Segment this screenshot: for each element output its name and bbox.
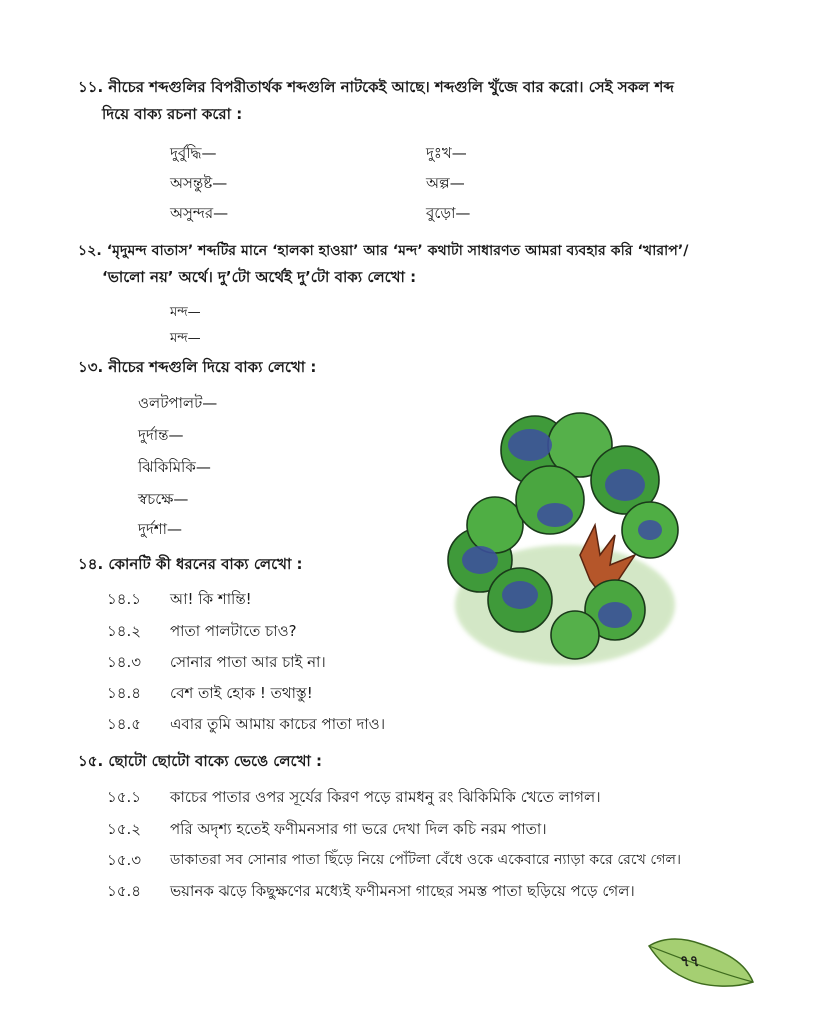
question-11-line-1: ১১. নীচের শব্দগুলির বিপরীতার্থক শব্দগুলি নাটকেই আছে। শব্দগুলি খুঁজে বার করো। সেই সকল শব্দ: [78, 78, 674, 96]
q14-text-5: এবার তুমি আমায় কাচের পাতা দাও।: [170, 715, 386, 733]
cactus-tree-illustration: [440, 405, 680, 675]
q11-word-1: দুর্বুদ্ধি—: [170, 144, 217, 162]
question-13-title: ১৩. নীচের শব্দগুলি দিয়ে বাক্য লেখো :: [78, 358, 317, 376]
question-15-title: ১৫. ছোটো ছোটো বাক্যে ভেঙে লেখো :: [78, 752, 322, 770]
q14-text-4: বেশ তাই হোক ! তথাস্তু!: [170, 684, 313, 702]
q13-word-1: ওলটপালট—: [138, 394, 218, 412]
q15-text-4: ভয়ানক ঝড়ে কিছুক্ষণের মধ্যেই ফণীমনসা গাছের সমস্ত পাতা ছড়িয়ে পড়ে গেল।: [170, 882, 635, 900]
question-14-title: ১৪. কোনটি কী ধরনের বাক্য লেখো :: [78, 555, 303, 573]
q14-num-4: ১৪.৪: [107, 684, 141, 702]
q14-num-5: ১৪.৫: [107, 715, 141, 733]
q15-text-2: পরি অদৃশ্য হতেই ফণীমনসার গা ভরে দেখা দিল কচি নরম পাতা।: [170, 820, 547, 838]
q15-num-3: ১৫.৩: [107, 851, 141, 869]
q14-text-1: আ! কি শান্তি!: [170, 590, 252, 608]
q15-text-3: ডাকাতরা সব সোনার পাতা ছিঁড়ে নিয়ে পোঁটলা বেঁধে ওকে একেবারে ন্যাড়া করে রেখে গেল।: [170, 852, 682, 868]
q12-word-1: মন্দ—: [170, 305, 201, 320]
q11-word-6: বুড়ো—: [426, 204, 471, 222]
q13-word-3: ঝিকিমিকি—: [138, 458, 211, 476]
q15-num-1: ১৫.১: [107, 788, 141, 806]
q14-num-1: ১৪.১: [107, 590, 141, 608]
page-number: ৭৭: [680, 952, 700, 970]
q13-word-2: দুর্দান্ত—: [138, 426, 184, 444]
q11-word-2: অসন্তুষ্ট—: [170, 174, 228, 192]
q14-num-3: ১৪.৩: [107, 653, 141, 671]
question-12-line-2: ‘ভালো নয়’ অর্থে। দু’টো অর্থেই দু’টো বাক্য লেখো :: [102, 268, 417, 286]
q14-text-3: সোনার পাতা আর চাই না।: [170, 653, 326, 671]
q11-word-3: অসুন্দর—: [170, 204, 229, 222]
leaf-icon: [645, 932, 757, 990]
question-12-line-1: ১২. ‘মৃদুমন্দ বাতাস’ শব্দটির মানে ‘হালকা হাওয়া’ আর ‘মন্দ’ কথাটা সাধারণত আমরা ব্যবহার করি ‘খারাপ’/: [78, 243, 689, 259]
q15-num-2: ১৫.২: [107, 820, 141, 838]
q11-word-5: অল্প—: [426, 174, 465, 192]
q15-num-4: ১৫.৪: [107, 882, 141, 900]
q15-text-1: কাচের পাতার ওপর সূর্যের কিরণ পড়ে রামধনু রং ঝিকিমিকি খেতে লাগল।: [170, 788, 601, 806]
q14-num-2: ১৪.২: [107, 622, 141, 640]
q13-word-4: স্বচক্ষে—: [138, 490, 189, 508]
q12-word-2: মন্দ—: [170, 331, 201, 346]
q11-word-4: দুঃখ—: [426, 144, 467, 162]
question-11-line-2: দিয়ে বাক্য রচনা করো :: [102, 105, 243, 123]
q14-text-2: পাতা পালটাতে চাও?: [170, 622, 297, 640]
q13-word-5: দুর্দশা—: [138, 520, 182, 538]
